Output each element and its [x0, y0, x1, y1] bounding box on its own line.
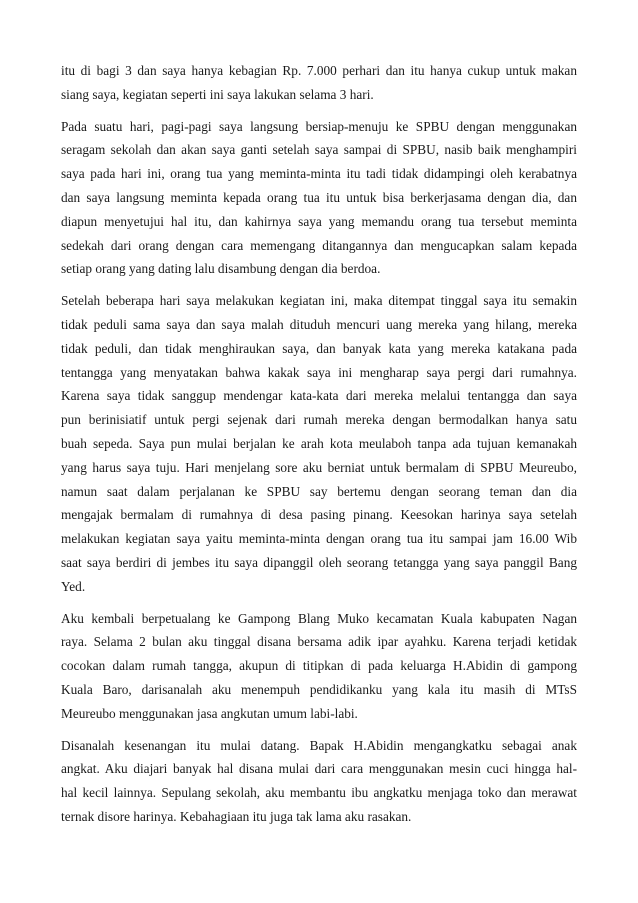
text-line: tidak peduli, dan tidak menghiraukan saya, dan banyak kata yang mereka katakana pada: [61, 340, 577, 356]
text-line: Yed.: [61, 578, 86, 594]
text-line: ternak disore harinya. Kebahagiaan itu juga tak lama aku rasakan.: [61, 808, 412, 824]
text-line: yang harus saya tuju. Hari menjelang sore aku berniat untuk bermalam di SPBU Meureubo,: [61, 459, 577, 475]
paragraph-2: [61, 115, 577, 282]
paragraph-4: [61, 607, 577, 726]
text-line: pun berinisiatif untuk pergi sejenak dari rumah mereka dengan bermodalkan hanya satu: [61, 412, 577, 428]
text-line: Disanalah kesenangan itu mulai datang. Bapak H.Abidin mengangkatku sebagai anak: [61, 737, 577, 753]
text-line: siang saya, kegiatan seperti ini saya lakukan selama 3 hari.: [61, 86, 374, 102]
text-line: Karena saya tidak sanggup mendengar kata-kata dari mereka melalui tentangga dan saya: [61, 388, 577, 404]
paragraph-1: [61, 59, 577, 107]
text-line: Pada suatu hari, pagi-pagi saya langsung bersiap-menuju ke SPBU dengan menggunakan: [61, 118, 577, 134]
text-line: Setelah beberapa hari saya melakukan kegiatan ini, maka ditempat tinggal saya itu semakin: [61, 293, 577, 309]
text-line: buah sepeda. Saya pun mulai berjalan ke arah kota meulaboh tanpa ada tujuan kemanakah: [61, 435, 577, 451]
text-line: hal kecil lainnya. Sepulang sekolah, aku membantu ibu angkatku menjaga toko dan merawat: [61, 785, 577, 801]
text-line: mengajak bermalam di rumahnya di desa pasing pinang. Keesokan harinya saya setelah: [61, 507, 577, 523]
text-line: raya. Selama 2 bulan aku tinggal disana bersama adik ipar ayahku. Karena terjadi ketidak: [61, 634, 577, 650]
document-body: [61, 59, 577, 837]
text-line: melakukan kegiatan saya yaitu meminta-minta dengan orang tua itu sampai jam 16.00 Wib: [61, 531, 577, 547]
text-line: setiap orang yang dating lalu disambung dengan dia berdoa.: [61, 261, 381, 277]
text-line: angkat. Aku diajari banyak hal disana mulai dari cara menggunakan mesin cuci hingga hal-: [61, 761, 577, 777]
text-line: saat saya berdiri di jembes itu saya dipanggil oleh seorang tetangga yang saya panggil Bang: [61, 554, 577, 570]
text-line: tidak peduli sama saya dan saya malah dituduh mencuri uang mereka yang hilang, mereka: [61, 316, 577, 332]
paragraph-5: [61, 734, 577, 829]
text-line: Kuala Baro, darisanalah aku menempuh pendidikanku yang kala itu masih di MTsS: [61, 681, 577, 697]
text-line: saya pada hari ini, orang tua yang meminta-minta itu tadi tidak didampingi oleh kerabatnya: [61, 166, 577, 182]
text-line: itu di bagi 3 dan saya hanya kebagian Rp. 7.000 perhari dan itu hanya cukup untuk makan: [61, 63, 577, 78]
text-line: seragam sekolah dan akan saya ganti setelah saya sampai di SPBU, nasib baik menghampiri: [61, 142, 577, 158]
text-line: diapun menyetujui hal itu, dan kahirnya saya yang memandu orang tua tersebut meminta: [61, 213, 577, 229]
text-line: cocokan dalam rumah tangga, akupun di titipkan di pada keluarga H.Abidin di gampong: [61, 658, 577, 674]
text-line: dan saya langsung meminta kepada orang tua itu untuk bisa berkerjasama dengan dia, dan: [61, 189, 577, 205]
text-line: Aku kembali berpetualang ke Gampong Blang Muko kecamatan Kuala kabupaten Nagan: [61, 610, 577, 626]
text-line: tentangga yang menyatakan bahwa kakak saya ini mengharap saya pergi dari rumahnya.: [61, 364, 577, 380]
text-line: namun saat dalam perjalanan ke SPBU say bertemu dengan seorang teman dan dia: [61, 483, 577, 499]
paragraph-3: [61, 289, 577, 598]
text-line: sedekah dari orang dengan cara memengang ditangannya dan mengucapkan salam kepada: [61, 237, 577, 253]
text-line: Meureubo menggunakan jasa angkutan umum labi-labi.: [61, 705, 358, 721]
